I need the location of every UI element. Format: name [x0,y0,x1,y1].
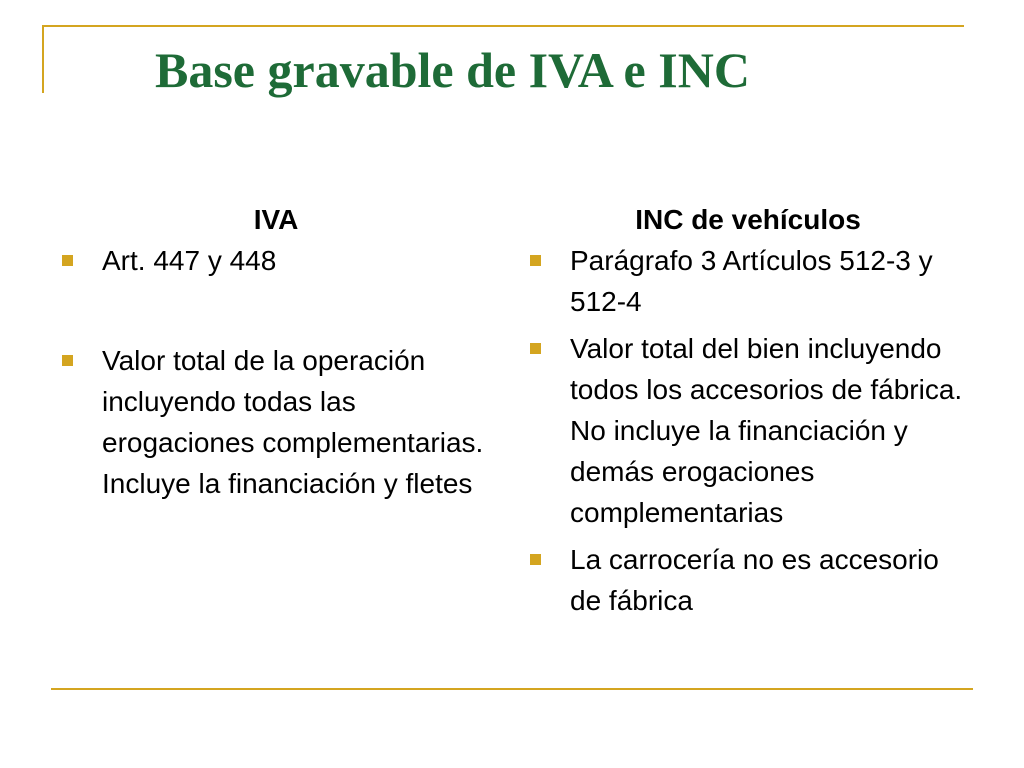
iva-bullet-text: Art. 447 y 448 [102,245,277,276]
inc-bullet-text: La carrocería no es accesorio de fábrica [570,544,939,616]
inc-bullet-text: Valor total del bien incluyendo todos los accesorios de fábrica. No incluye la financiación y demás erogaciones complementarias [570,333,963,528]
iva-bullet-item [60,340,500,504]
iva-heading: IVA [253,204,299,235]
square-bullet-icon [530,554,541,565]
square-bullet-icon [62,255,73,266]
top-border-line [42,25,964,27]
inc-bullet-list [528,240,968,621]
inc-bullet-item [528,240,968,322]
inc-bullet-item [528,539,968,621]
iva-bullet-list [60,240,500,504]
inc-bullet-item [528,328,968,533]
square-bullet-icon [530,255,541,266]
square-bullet-icon [62,355,73,366]
iva-bullet-item [60,240,500,281]
iva-column [60,200,500,504]
bottom-border-line [51,688,973,690]
iva-bullet-text: Valor total de la operación incluyendo todas las erogaciones complementarias. Incluye la financiación y fletes [102,345,484,499]
left-border-line [42,25,44,93]
inc-heading: INC de vehículos [635,204,861,235]
square-bullet-icon [530,343,541,354]
slide-title: Base gravable de IVA e INC [155,42,750,98]
inc-bullet-text: Parágrafo 3 Artículos 512-3 y 512-4 [570,245,933,317]
inc-column [528,200,968,627]
